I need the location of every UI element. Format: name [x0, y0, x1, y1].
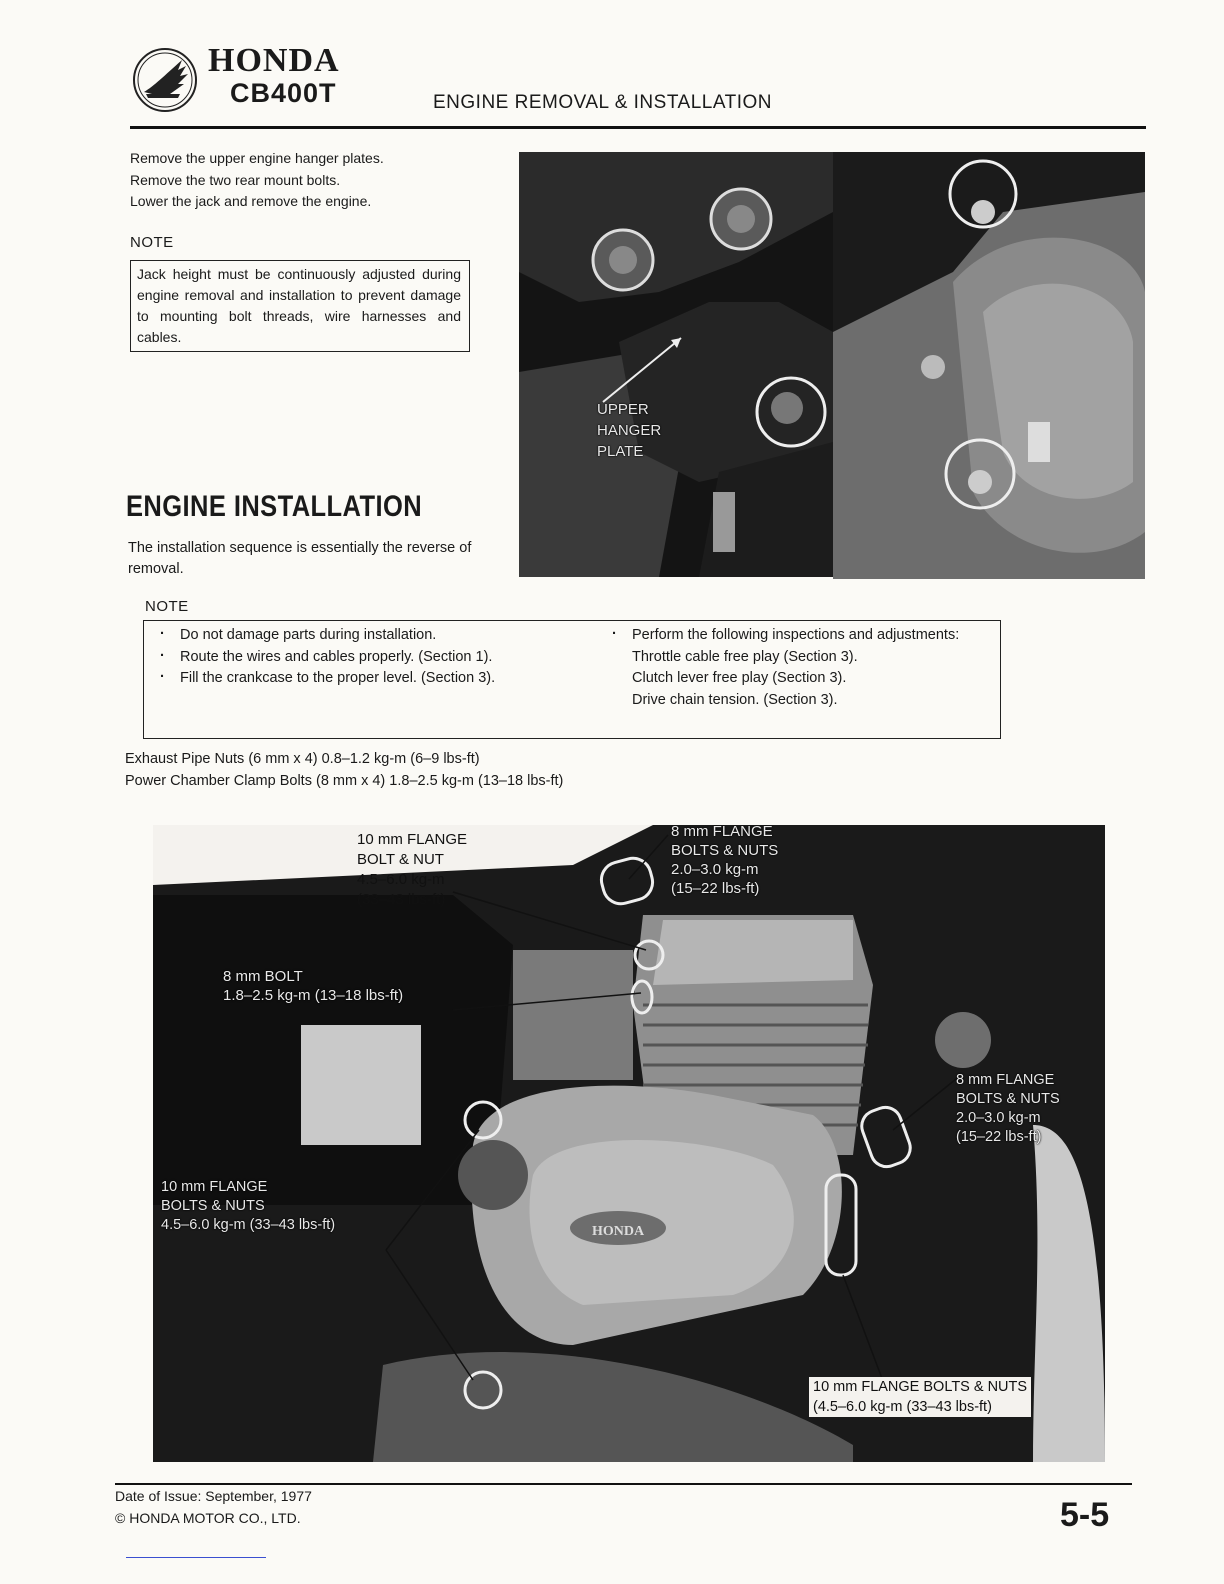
- callout-line: (15–22 lbs-ft): [956, 1129, 1042, 1145]
- callout-line: 2.0–3.0 kg-m: [956, 1110, 1041, 1126]
- removal-note-label: NOTE: [130, 234, 174, 251]
- callout-line: (4.5–6.0 kg-m (33–43 lbs-ft): [813, 1399, 992, 1415]
- removal-note-box: Jack height must be continuously adjusted during engine removal and installation to prevent damage to mounting bolt threads, wire harnesses and cables.: [130, 260, 470, 352]
- removal-steps: [130, 148, 500, 213]
- callout-8mm-bolt: [223, 967, 403, 1005]
- section-heading: ENGINE INSTALLATION: [126, 490, 423, 523]
- upper-hanger-photo: [519, 152, 833, 577]
- callout-8mm-flange-top: [671, 825, 778, 898]
- callout-line: 4.5–6.0 kg-m: [357, 871, 445, 888]
- page-title: ENGINE REMOVAL & INSTALLATION: [433, 92, 772, 113]
- copyright: © HONDA MOTOR CO., LTD.: [115, 1510, 301, 1526]
- note-right-column: [606, 625, 990, 711]
- brand-name: HONDA: [208, 42, 340, 79]
- callout-line: PLATE: [597, 443, 644, 460]
- callout-10mm-flange-left: [161, 1178, 335, 1235]
- callout-line: 8 mm FLANGE: [956, 1072, 1055, 1088]
- callout-line: 10 mm FLANGE: [357, 831, 468, 848]
- installation-note-box: [143, 620, 1001, 739]
- torque-spec-line: Exhaust Pipe Nuts (6 mm x 4) 0.8–1.2 kg-m (6–9 lbs-ft): [125, 751, 480, 767]
- callout-line: 10 mm FLANGE BOLTS & NUTS: [813, 1379, 1028, 1395]
- removal-step: Lower the jack and remove the engine.: [130, 193, 372, 209]
- note-bullet: · Route the wires and cables properly. (Section 1).: [154, 647, 538, 669]
- callout-line: 1.8–2.5 kg-m (13–18 lbs-ft): [223, 987, 404, 1004]
- callout-line: BOLT & NUT: [357, 851, 444, 868]
- upper-hanger-plate-label: [597, 399, 661, 462]
- upper-hanger-photo-graphic: [519, 152, 833, 577]
- callout-line: BOLTS & NUTS: [161, 1198, 265, 1214]
- page-number: 5-5: [1060, 1496, 1110, 1534]
- callout-line: 2.0–3.0 kg-m: [671, 861, 759, 878]
- callout-line: BOLTS & NUTS: [671, 842, 779, 859]
- rear-mount-photo: [833, 152, 1145, 579]
- case-brand: HONDA: [591, 1224, 645, 1239]
- underline-mark: [126, 1557, 266, 1558]
- callout-line: HANGER: [597, 422, 662, 439]
- removal-step: Remove the upper engine hanger plates.: [130, 150, 384, 166]
- note-bullet: · Perform the following inspections and adjustments:: [606, 625, 990, 647]
- issue-date: Date of Issue: September, 1977: [115, 1488, 312, 1504]
- callout-line: 8 mm FLANGE: [671, 825, 773, 840]
- installed-engine-photo: [153, 825, 1105, 1462]
- callout-10mm-flange-bottom: [809, 1377, 1031, 1417]
- header-rule: [130, 126, 1146, 129]
- callout-8mm-flange-right: [956, 1071, 1060, 1147]
- adjustment-item: Throttle cable free play (Section 3).: [632, 648, 858, 665]
- note-bullet: · Fill the crankcase to the proper level. (Section 3).: [154, 668, 538, 690]
- callout-line: 4.5–6.0 kg-m (33–43 lbs-ft): [161, 1217, 336, 1233]
- callout-line: (15–22 lbs-ft): [671, 880, 760, 897]
- torque-spec-line: Power Chamber Clamp Bolts (8 mm x 4) 1.8–2.5 kg-m (13–18 lbs-ft): [125, 773, 564, 789]
- callout-line: UPPER: [597, 401, 649, 418]
- installation-note-label: NOTE: [145, 598, 189, 615]
- callout-line: 10 mm FLANGE: [161, 1179, 268, 1195]
- removal-step: Remove the two rear mount bolts.: [130, 171, 341, 188]
- callout-line: 8 mm BOLT: [223, 968, 303, 985]
- footer-rule: [115, 1483, 1132, 1485]
- adjustment-item: Clutch lever free play (Section 3).: [632, 670, 847, 686]
- case-brand-text: [592, 1224, 645, 1239]
- callout-line: (33–43 lbs-ft): [357, 891, 446, 908]
- note-left-column: [154, 625, 538, 690]
- rear-mount-photo-graphic: [833, 152, 1145, 579]
- note-bullet: · Do not damage parts during installation.: [154, 625, 538, 647]
- callout-line: BOLTS & NUTS: [956, 1091, 1060, 1107]
- model-name: CB400T: [230, 78, 337, 108]
- installation-intro: The installation sequence is essentially the reverse of removal.: [128, 540, 472, 577]
- adjustment-item: Drive chain tension. (Section 3).: [632, 691, 838, 708]
- honda-wing-emblem: [130, 46, 200, 114]
- callout-10mm-flange-bolt-nut: [357, 830, 467, 910]
